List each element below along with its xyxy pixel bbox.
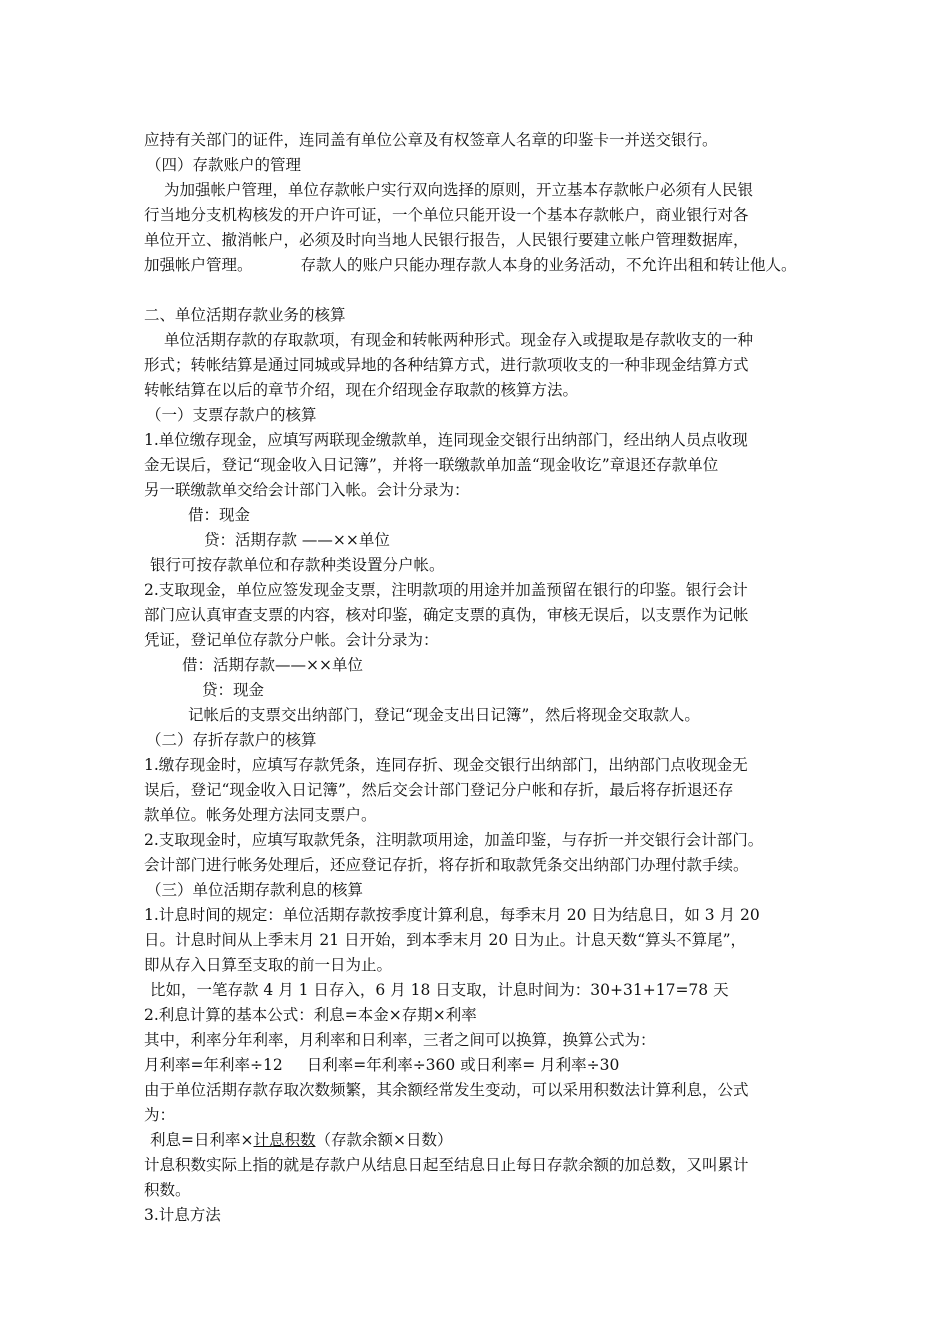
text-line: 积数。 — [144, 1181, 191, 1199]
text-line: 1.缴存现金时，应填写存款凭条，连同存折、现金交银行出纳部门，出纳部门点收现金无 — [144, 756, 748, 774]
text-line: 形式；转帐结算是通过同城或异地的各种结算方式，进行款项收支的一种非现金结算方式 — [144, 356, 749, 374]
text-line: 行当地分支机构核发的开户许可证，一个单位只能开设一个基本存款帐户，商业银行对各 — [144, 206, 749, 224]
section-heading: 二、单位活期存款业务的核算 — [144, 306, 346, 324]
formula-line — [150, 1128, 840, 1154]
text-line: 会计部门进行帐务处理后，还应登记存折，将存折和取款凭条交出纳部门办理付款手续。 — [144, 856, 749, 874]
text-line: 款单位。帐务处理方法同支票户。 — [144, 806, 377, 824]
text-line: 由于单位活期存款存取次数频繁，其余额经常发生变动，可以采用积数法计算利息，公式 — [144, 1081, 749, 1099]
text-line: 为： — [144, 1106, 176, 1124]
text-line: 误后，登记“现金收入日记簿”，然后交会计部门登记分户帐和存折，最后将存折退还存 — [144, 781, 734, 799]
text-line: 2.支取现金时，应填写取款凭条，注明款项用途，加盖印鉴，与存折一并交银行会计部门。 — [144, 831, 764, 849]
text-line: 凭证，登记单位存款分户帐。会计分录为： — [144, 631, 439, 649]
text-line: 3.计息方法 — [144, 1206, 221, 1224]
journal-entry-credit: 贷：活期存款 ——××单位 — [204, 531, 390, 549]
text-line: 另一联缴款单交给会计部门入帐。会计分录为： — [144, 481, 470, 499]
text-line: 记帐后的支票交出纳部门，登记“现金支出日记簿”，然后将现金交取款人。 — [188, 706, 700, 724]
formula-daily-rate: 日利率=年利率÷360 或日利率= 月利率÷30 — [306, 1056, 620, 1074]
text-line: 计息积数实际上指的就是存款户从结息日起至结息日止每日存款余额的加总数，又叫累计 — [144, 1156, 749, 1174]
journal-entry-debit: 借：现金 — [188, 506, 251, 524]
text-line: 转帐结算在以后的章节介绍，现在介绍现金存取款的核算方法。 — [144, 381, 579, 399]
text-line: 比如，一笔存款 4 月 1 日存入，6 月 18 日支取，计息时间为：30+31+17=78 天 — [150, 981, 729, 999]
subsection-heading: （二）存折存款户的核算 — [146, 731, 317, 749]
text-line — [144, 253, 834, 279]
formula-line — [144, 1053, 834, 1079]
text-line: 其中，利率分年利率，月利率和日利率，三者之间可以换算，换算公式为： — [144, 1031, 656, 1049]
text-line: 2.支取现金，单位应签发现金支票，注明款项的用途并加盖预留在银行的印鉴。银行会计 — [144, 581, 748, 599]
text-line: 日。计息时间从上季末月 21 日开始，到本季末月 20 日为止。计息天数“算头不算尾”， — [144, 931, 747, 949]
text-segment: 存款人的账户只能办理存款人本身的业务活动，不允许出租和转让他人。 — [300, 256, 797, 274]
formula-interest: 利息=日利率× — [150, 1131, 254, 1149]
text-line: 2.利息计算的基本公式：利息=本金×存期×利率 — [144, 1006, 477, 1024]
text-line: 单位活期存款的存取款项，有现金和转帐两种形式。现金存入或提取是存款收支的一种 — [164, 331, 754, 349]
underlined-term: 计息积数 — [253, 1131, 316, 1149]
text-line: 单位开立、撤消帐户，必须及时向当地人民银行报告，人民银行要建立帐户管理数据库， — [144, 231, 749, 249]
journal-entry-credit: 贷：现金 — [202, 681, 265, 699]
journal-entry-debit: 借：活期存款——××单位 — [182, 656, 363, 674]
text-segment: 加强帐户管理。 — [144, 256, 253, 274]
text-line: 1.计息时间的规定：单位活期存款按季度计算利息，每季末月 20 日为结息日，如 3 月 20 — [144, 906, 760, 924]
text-line: 金无误后，登记“现金收入日记簿”，并将一联缴款单加盖“现金收讫”章退还存款单位 — [144, 456, 719, 474]
text-line: 银行可按存款单位和存款种类设置分户帐。 — [150, 556, 445, 574]
subsection-heading: （三）单位活期存款利息的核算 — [146, 881, 364, 899]
subsection-heading: （一）支票存款户的核算 — [146, 406, 317, 424]
text-line: 即从存入日算至支取的前一日为止。 — [144, 956, 393, 974]
subsection-heading: （四）存款账户的管理 — [146, 156, 302, 174]
formula-monthly-rate: 月利率=年利率÷12 — [144, 1056, 283, 1074]
text-line: 应持有关部门的证件，连同盖有单位公章及有权签章人名章的印鉴卡一并送交银行。 — [144, 131, 718, 149]
text-line: 部门应认真审查支票的内容，核对印鉴，确定支票的真伪，审核无误后，以支票作为记帐 — [144, 606, 749, 624]
text-line: 为加强帐户管理，单位存款帐户实行双向选择的原则，开立基本存款帐户必须有人民银 — [164, 181, 754, 199]
text-line: 1.单位缴存现金，应填写两联现金缴款单，连同现金交银行出纳部门，经出纳人员点收现 — [144, 431, 748, 449]
formula-note: （存款余额×日数） — [315, 1131, 453, 1149]
